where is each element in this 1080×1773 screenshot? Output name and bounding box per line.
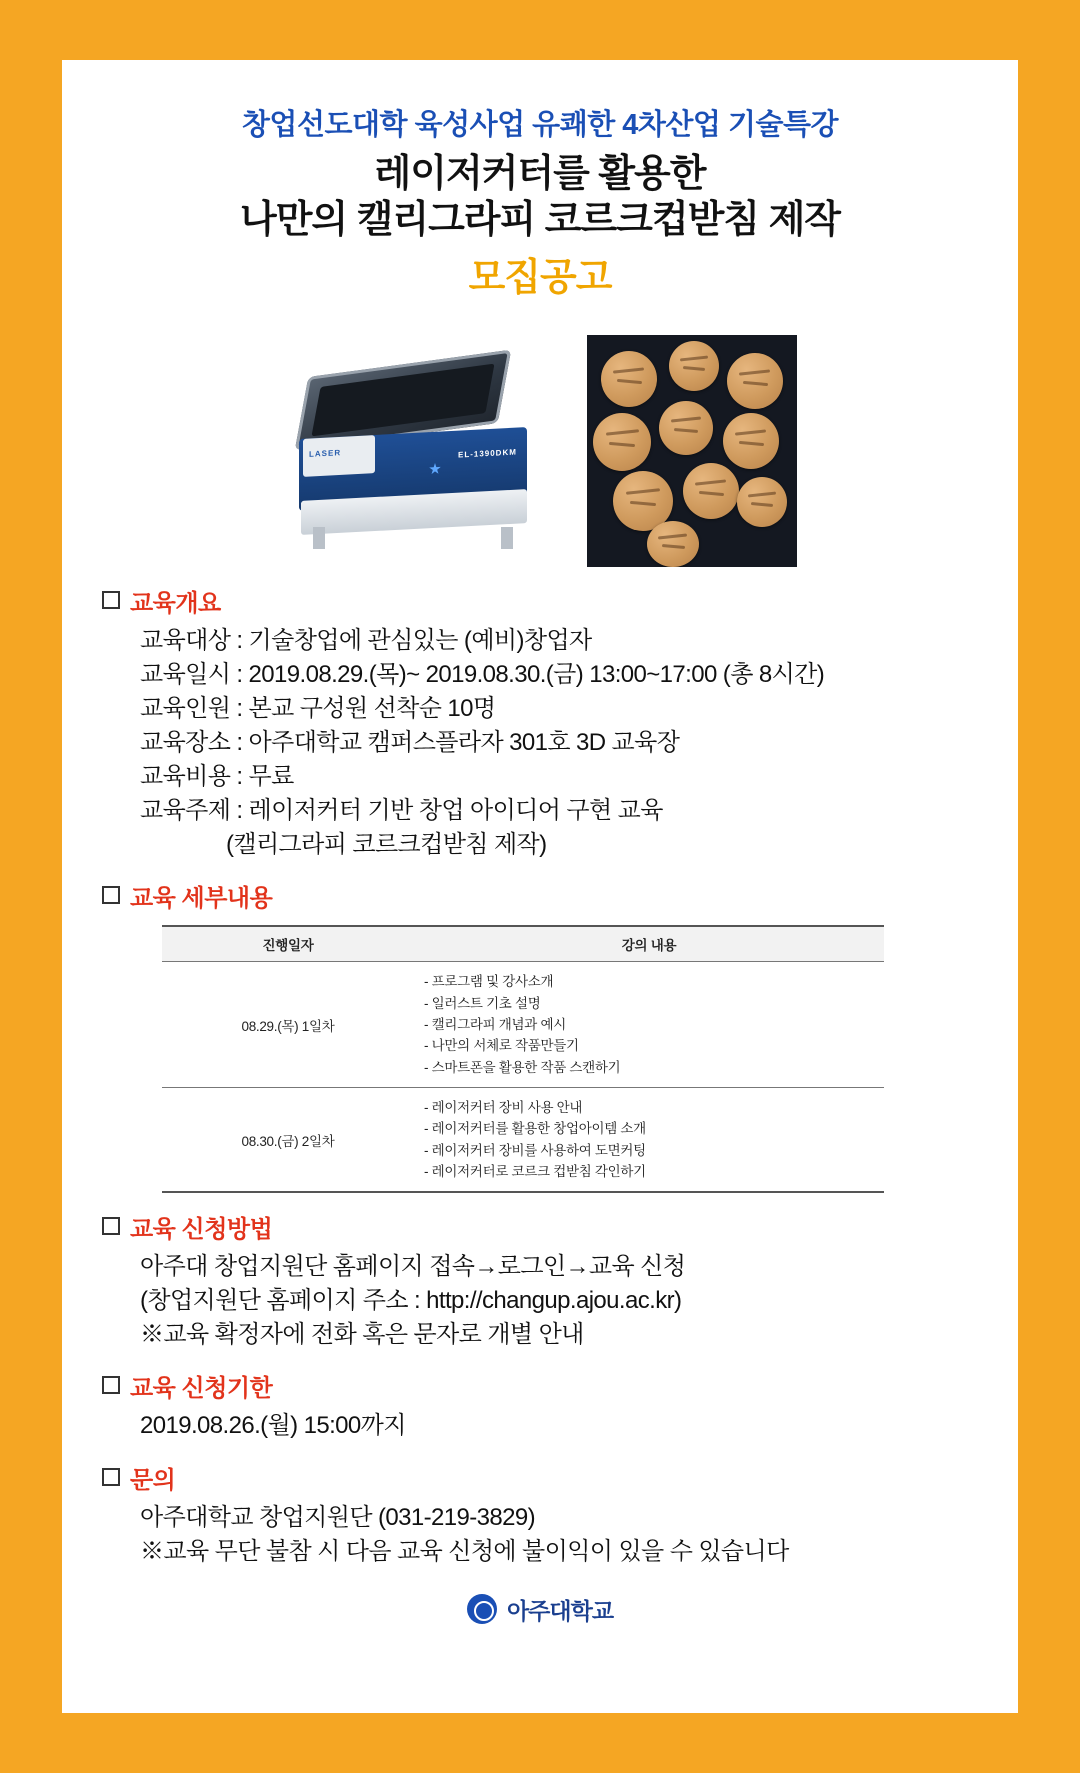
coaster-item — [723, 413, 779, 469]
laser-cutter-brand-label: LASER — [309, 447, 342, 459]
deadline-heading — [96, 1368, 984, 1403]
bullet-square-icon — [102, 1217, 120, 1235]
detail-heading — [96, 878, 984, 913]
poster-kicker: 창업선도대학 육성사업 유쾌한 4차산업 기술특강 — [241, 109, 839, 141]
content-item: - 레이저커터 장비 사용 안내 — [424, 1097, 874, 1118]
laser-cutter-glass-icon — [311, 363, 494, 436]
content-item: - 캘리그라피 개념과 예시 — [424, 1014, 874, 1035]
bullet-square-icon — [102, 1468, 120, 1486]
coaster-item — [683, 463, 739, 519]
bullet-square-icon — [102, 591, 120, 609]
content-item: - 레이저커터 장비를 사용하여 도면커팅 — [424, 1140, 874, 1161]
cell-day: 08.29.(목) 1일차 — [162, 962, 414, 1088]
cell-content — [414, 1087, 884, 1192]
overview-line-indented: (캘리그라피 코르크컵받침 제작) — [226, 831, 547, 859]
overview-line: 교육대상 : 기술창업에 관심있는 (예비)창업자 — [140, 626, 592, 654]
overview-line: 교육주제 : 레이저커터 기반 창업 아이디어 구현 교육 — [140, 797, 663, 825]
coaster-item — [669, 341, 719, 391]
laser-cutter-photo — [283, 337, 553, 567]
contact-line-phone: 아주대학교 창업지원단 (031-219-3829) — [140, 1503, 536, 1531]
poster-title-line2: 나만의 캘리그라피 코르크컵받침 제작 — [239, 199, 840, 242]
contact-lines — [140, 1501, 984, 1569]
table-row — [162, 1087, 884, 1192]
deadline-lines — [140, 1409, 984, 1443]
section-detail — [96, 878, 984, 1193]
content-item: - 스마트폰을 활용한 작품 스캔하기 — [424, 1057, 874, 1078]
bullet-square-icon — [102, 886, 120, 904]
table-header-row — [162, 926, 884, 962]
overview-line: 교육비용 : 무료 — [140, 763, 294, 791]
section-overview — [96, 583, 984, 863]
apply-line: 아주대 창업지원단 홈페이지 접속→로그인→교육 신청 — [140, 1253, 686, 1281]
university-emblem-icon — [467, 1594, 497, 1624]
coasters-photo — [587, 335, 797, 567]
coaster-item — [727, 353, 783, 409]
image-row — [96, 319, 984, 567]
overview-line: 교육장소 : 아주대학교 캠퍼스플라자 301호 3D 교육장 — [140, 728, 680, 756]
column-header-day: 진행일자 — [162, 926, 414, 962]
detail-table-wrap — [162, 925, 884, 1193]
contact-heading-text: 문의 — [130, 1466, 176, 1494]
overview-heading — [96, 583, 984, 618]
cell-content — [414, 962, 884, 1088]
deadline-heading-text: 교육 신청기한 — [130, 1375, 273, 1403]
poster-header — [96, 102, 984, 301]
contact-heading — [96, 1460, 984, 1495]
coaster-item — [601, 351, 657, 407]
section-contact — [96, 1460, 984, 1569]
coaster-item — [647, 521, 699, 567]
curriculum-table — [162, 925, 884, 1193]
contact-line-note: ※교육 무단 불참 시 다음 교육 신청에 불이익이 있을 수 있습니다 — [140, 1537, 789, 1565]
poster-title-line1: 레이저커터를 활용한 — [374, 153, 706, 195]
overview-line: 교육인원 : 본교 구성원 선착순 10명 — [140, 694, 496, 722]
bullet-square-icon — [102, 1376, 120, 1394]
content-item: - 레이저커터를 활용한 창업아이템 소개 — [424, 1118, 874, 1139]
apply-heading — [96, 1209, 984, 1244]
deadline-line: 2019.08.26.(월) 15:00까지 — [140, 1412, 406, 1440]
laser-cutter-leg-left-icon — [313, 527, 325, 549]
laser-cutter-model-label: EL-1390DKM — [458, 447, 517, 460]
footer-logo — [96, 1593, 984, 1626]
poster-title-line3: 모집공고 — [468, 256, 612, 299]
column-header-content: 강의 내용 — [414, 926, 884, 962]
content-item: - 일러스트 기초 설명 — [424, 993, 874, 1014]
university-name: 아주대학교 — [506, 1597, 614, 1624]
coaster-item — [659, 401, 713, 455]
content-item: - 레이저커터로 코르크 컵받침 각인하기 — [424, 1161, 874, 1182]
poster-body — [62, 60, 1018, 1713]
overview-lines — [140, 624, 984, 863]
cell-day: 08.30.(금) 2일차 — [162, 1087, 414, 1192]
overview-heading-text: 교육개요 — [130, 589, 221, 617]
overview-line: 교육일시 : 2019.08.29.(목)~ 2019.08.30.(금) 13:00~17:00 (총 8시간) — [140, 660, 825, 688]
table-row — [162, 962, 884, 1088]
section-apply — [96, 1209, 984, 1352]
apply-lines — [140, 1250, 984, 1352]
coaster-item — [593, 413, 651, 471]
apply-line-url[interactable]: (창업지원단 홈페이지 주소 : http://changup.ajou.ac.kr) — [140, 1287, 682, 1315]
laser-cutter-leg-right-icon — [501, 527, 513, 549]
apply-heading-text: 교육 신청방법 — [130, 1216, 273, 1244]
detail-heading-text: 교육 세부내용 — [130, 885, 273, 913]
content-item: - 프로그램 및 강사소개 — [424, 971, 874, 992]
coaster-item — [737, 477, 787, 527]
section-deadline — [96, 1368, 984, 1443]
apply-line-note: ※교육 확정자에 전화 혹은 문자로 개별 안내 — [140, 1321, 584, 1349]
content-item: - 나만의 서체로 작품만들기 — [424, 1035, 874, 1056]
